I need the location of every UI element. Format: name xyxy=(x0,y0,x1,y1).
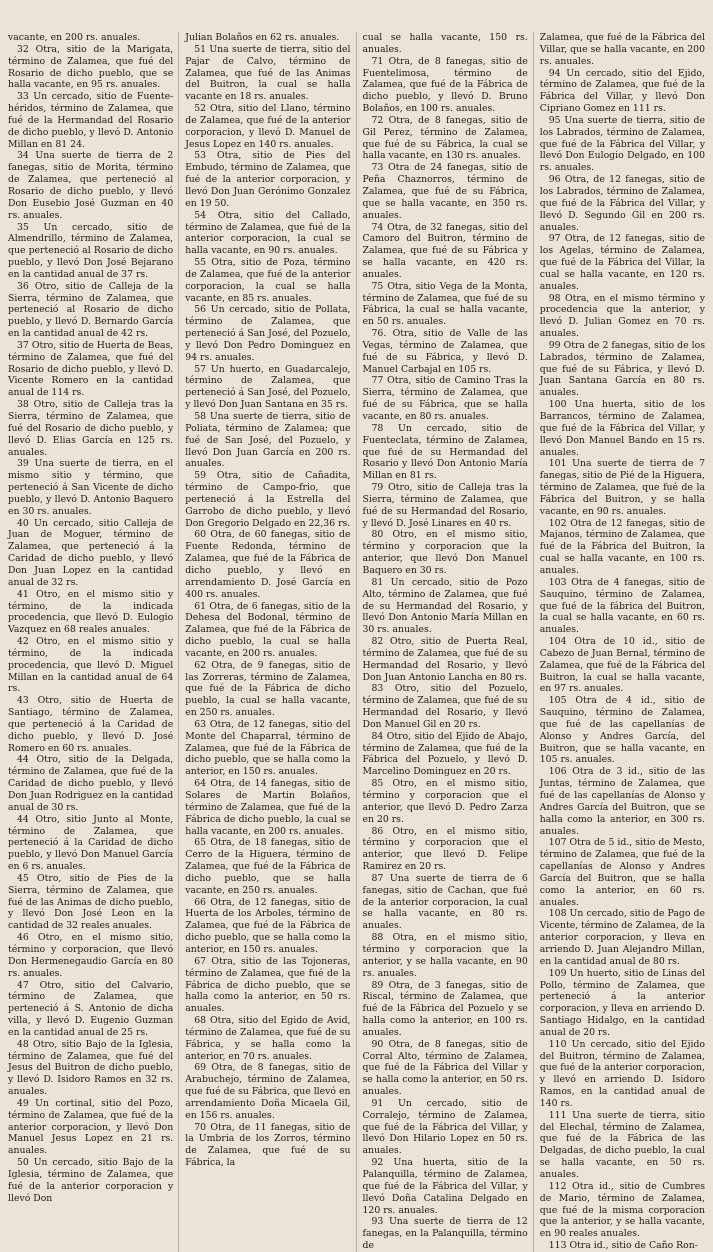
listing-entry: vacante, en 200 rs. anuales. xyxy=(8,32,141,43)
listing-entry: 55 Otra, sitio de Poza, término de Zalamea, que fué de la anterior corporacion, la cual se halla vacante, en 85 rs. anuales. xyxy=(185,257,351,304)
listing-entry: 39 Una suerte de tierra, en el mismo sitio y término, que perteneció á San Vicente de dicho pueblo, y llevó D. Antonio Baquero en 30 rs. anuales. xyxy=(8,458,174,517)
text-column-4 xyxy=(540,32,705,1252)
listing-entry: 105 Otra de 4 id., sitio de Sauquino, término de Zalamea, que fué de las capellanías de Alonso y Andres García, del Buitron, que se halla vacante, en 105 rs. anuales. xyxy=(539,695,705,766)
listing-entry: 88 Otra, en el mismo sitio, término y corporacion que la anterior, y se halla vacante, en 90 rs. anuales. xyxy=(362,932,528,979)
listing-entry: 72 Otra, de 8 fanegas, sitio de Gil Perez, término de Zalamea, que fué de su Fábrica, la cual se halla vacante, en 130 rs. anuales. xyxy=(362,114,528,162)
listing-entry: 59 Otra, sitio de Cañadita, término de Campo-frio, que perteneció á la Estrella del Garrobo de dicho pueblo, y llevó Don Gregorio Delgado en 22,36 rs. xyxy=(185,470,351,529)
listing-entry: 65 Otra, de 18 fanegas, sitio de Cerro de la Higuera, término de Zalamea, que fué de la Fábrica de dicho pueblo, que se halla vacante, en 250 rs. anuales. xyxy=(185,837,351,896)
listing-entry: 73 Otra de 24 fanegas, sitio de Peña Chaznorros, término de Zalamea, que fué de su Fábrica, que se halla vacante, en 350 rs. anuales. xyxy=(362,162,528,221)
listing-entry: 45 Otro, sitio de Pies de la Sierra, término de Zalamea, que fué de las Animas de dicho pueblo, y llevó Don José Leon en la cantidad de 32 reales anuales. xyxy=(8,872,174,932)
listing-entry: 81 Un cercado, sitio de Pozo Alto, término de Zalamea, que fué de su Hermandad del Rosario, y llevó Don Antonio María Millan en 30 rs. anuales. xyxy=(362,576,528,636)
text-column-2 xyxy=(185,32,350,1252)
listing-entry: 47 Otro, sitio del Calvario, término de Zalamea, que perteneció á S. Antonio de dicha villa, y llevó D. Eugenio Guzman en la cantidad anual de 25 rs. xyxy=(8,979,174,1038)
listing-entry: 80 Otro, en el mismo sitio, término y corporacion que la anterior, que llevó Don Manuel Baquero en 30 rs. xyxy=(362,529,528,576)
listing-entry: 61 Otra, de 6 fanegas, sitio de la Dehesa del Bodonal, término de Zalamea, que fué de la Fábrica de dicho pueblo, la cual se halla vacante, en 200 rs. anuales. xyxy=(185,600,351,659)
listing-entry: 42 Otro, en el mismo sitio y término, de la indicada procedencia, que llevó D. Miguel Millan en la cantidad anual de 64 rs. xyxy=(8,636,174,695)
text-column-1 xyxy=(8,32,173,1252)
listing-entry: 106 Otra de 3 id., sitio de las Juntas, término de Zalamea, que fué de las capellanías de Alonso y Andres García del Buitron, que se halla como la anterior, en 300 rs. anuales. xyxy=(539,766,705,837)
listing-entry: 108 Un cercado, sitio de Pago de Vicente, término de Zalamea, de la anterior corporacion, y lleva en arriendo D. Juan Alejandro Millan, en la cantidad anual de 80 rs. xyxy=(539,908,705,967)
listing-entry: 92 Una huerta, sitio de la Palanquilla, término de Zalamea, que fué de la Fábrica del Villar, y llevó Doña Catalina Delgado en 120 rs. anuales. xyxy=(362,1157,528,1216)
listing-entry: 33 Un cercado, sitio de Fuente-héridos, término de Zalamea, que fué de la Hermandad del Rosario de dicho pueblo, y llevó D. Antonio Millan en 81 24. xyxy=(8,91,174,150)
listing-entry: 57 Un huerto, en Guadarcalejo, término de Zalamea, que perteneció á San José, del Pozuelo, y llevó Don Juan Santana en 35 rs. xyxy=(185,363,351,411)
listing-entry: 75 Otra, sitio Vega de la Monta, término de Zalamea, que fué de su Fábrica, la cual se halla vacante, en 50 rs. anuales. xyxy=(362,280,528,328)
listing-entry: 96 Otra, de 12 fanegas, sitio de los Labrados, término de Zalamea, que fué de la Fábrica del Villar, y llevó D. Segundo Gil en 200 rs. anuales. xyxy=(539,174,705,233)
listing-entry: 43 Otro, sitio de Huerta de Santiago, término de Zalamea, que perteneció á la Caridad de dicho pueblo, y llevó D. José Romero en 60 rs. anuales. xyxy=(8,695,174,754)
listing-entry: 78 Un cercado, sitio de Fuenteclata, término de Zalamea, que fué de su Hermandad del Rosario y llevó Don Antonio María Millan en 81 rs. xyxy=(362,422,528,482)
listing-entry: 83 Otro, sitio del Pozuelo, término de Zalamea, que fué de su Hermandad del Rosario, y llevó Don Manuel Gil en 20 rs. xyxy=(362,683,528,730)
listing-entry: 54 Otra, sitio del Callado, término de Zalamea, que fué de la anterior corporacion, la cual se halla vacante, en 90 rs. anuales. xyxy=(185,209,351,257)
listing-entry: 44 Otro, sitio de la Delgada, término de Zalamea, que fué de la Caridad de dicho pueblo, y llevó Don Juan Rodriguez en la cantidad anual de 30 rs. xyxy=(8,754,174,813)
listing-entry: cual se halla vacante, 150 rs. anuales. xyxy=(362,32,528,55)
listing-entry: 100 Una huerta, sitio de los Barrancos, término de Zalamea, que fué de la Fábrica del Villar, y llevó Don Manuel Bando en 15 rs. anuales. xyxy=(539,399,705,458)
listing-entry: 62 Otra, de 9 fanegas, sitio de las Zorreras, término de Zalamea, que fué de la Fábrica de dicho pueblo, la cual se halla vacante, en 250 rs. anuales. xyxy=(185,659,351,719)
listing-entry: 95 Una suerte de tierra, sitio de los Labrados, término de Zalamea, que fué de la Fábrica del Villar, y llevó Don Eulogio Delgado, en 100 rs. anuales. xyxy=(539,114,705,174)
listing-entry: 52 Otra, sitio del Llano, término de Zalamea, que fué de la anterior corporacion, y llevó D. Manuel de Jesus Lopez en 140 rs. anuales. xyxy=(185,103,351,150)
listing-entry: 34 Una suerte de tierra de 2 fanegas, sitio de Morita, término de Zalamea, que perteneció al Rosario de dicho pueblo, y llevó Don Eusebio José Guzman en 40 rs. anuales. xyxy=(8,150,174,221)
listing-entry: 53 Otra, sitio de Pies del Embudo, término de Zalamea, que fué de la anterior corporacion, y llevó Don Juan Gerónimo Gonzalez en 19 50. xyxy=(185,150,351,209)
listing-entry: 40 Un cercado, sitio Calleja de Juan de Moguer, término de Zalamea, que perteneció á la Caridad de dicho pueblo, y llevó Don Juan Lopez en la cantidad anual de 32 rs. xyxy=(8,517,174,588)
listing-entry: 66 Otra, de 12 fanegas, sitio de Huerta de los Arboles, término de Zalamea, que fué de la Fábrica de dicho pueblo, que se halla como la anterior, en 150 rs. anuales. xyxy=(185,896,351,955)
listing-entry: 32 Otra, sitio de la Marigata, término de Zalamea, que fué del Rosario de dicho pueblo, que se halla vacante, en 95 rs. anuales. xyxy=(8,43,174,91)
listing-entry: 35 Un cercado, sitio de Almendrillo, término de Zalamea, que perteneció al Rosario de dicho pueblo, y llevó Don José Bejarano en la cantidad anual de 37 rs. xyxy=(8,221,174,280)
listing-entry: 82 Otro, sitio de Puerta Real, término de Zalamea, que fué de su Hermandad del Rosario, y llevó Don Juan Antonio Lancha en 80 rs. xyxy=(362,636,528,683)
listing-entry: 74 Otra, de 32 fanegas, sitio del Camoro del Buitron, término de Zalamea, que fué de su Fábrica y se halla vacante, en 420 rs. anuales. xyxy=(362,221,528,280)
listing-entry: 71 Otra, de 8 fanegas, sitio de Fuentelimosa, término de Zalamea, que fué de la Fábrica de dicho pueblo, y llevó D. Bruno Bolaños, en 100 rs. anuales. xyxy=(362,55,528,115)
listing-entry: 58 Una suerte de tierra, sitio de Poliata, término de Zalamea; que fué de San José, del Pozuelo, y llevó Don Juan García en 200 rs. anuales. xyxy=(185,411,351,470)
listing-entry: 86 Otro, en el mismo sitio, término y corporacion que el anterior, que llevó D. Felipe Ramirez en 20 rs. xyxy=(362,825,528,873)
listing-entry: 77 Otra, sitio de Camino Tras la Sierra, término de Zalamea, que fué de su Fábrica, que se halla vacante, en 80 rs. anuales. xyxy=(362,375,528,422)
listing-entry: 50 Un cercado, sitio Bajo de la Iglesia, término de Zalamea, que fué de la anterior corporacion y llevó Don xyxy=(8,1157,174,1204)
listing-entry: 101 Una suerte de tierra de 7 fanegas, sitio de Pié de la Higuera, término de Zalamea, que fué de la Fábrica del Buitron, y se halla vacante, en 90 rs. anuales. xyxy=(539,458,705,517)
listing-entry: Zalamea, que fué de la Fábrica del Villar, que se halla vacante, en 200 rs. anuales. xyxy=(539,32,705,67)
listing-entry: 89 Otra, de 3 fanegas, sitio de Riscal, término de Zalamea, que fué de la Fábrica del Pozuelo y se halla como la anterior, en 100 rs. anuales. xyxy=(362,979,528,1038)
listing-entry: 109 Un huerto, sitio de Linas del Pollo, término de Zalamea, que perteneció á la anterior corporacion, y lleva en arriendo D. Santiago Hidalgo, en la cantidad anual de 20 rs. xyxy=(539,967,705,1038)
listing-entry: 94 Un cercado, sitio del Ejido, término de Zalamea, que fué de la Fábrica del Villar, y llevó Don Cipriano Gomez en 111 rs. xyxy=(539,67,705,115)
listing-entry: 102 Otra de 12 fanegas, sitio de Majanos, término de Zalamea, que fué de la Fábrica del Buitron, la cual se halla vacante, en 100 rs. anuales. xyxy=(539,517,705,576)
listing-entry: 64 Otra, de 14 fanegas, sitio de Solares de Martin Bolaños, término de Zalamea, que fué de la Fábrica de dicho pueblo, la cual se halla vacante, en 200 rs. anuales. xyxy=(185,778,351,837)
listing-entry: 60 Otra, de 60 fanegas, sitio de Fuente Redonda, término de Zalamea, que fué de la Fábrica de dicho pueblo, y llevó en arrendamiento D. José García en 400 rs. anuales. xyxy=(185,529,351,600)
listing-entry: 91 Un cercado, sitio de Corralejo, término de Zalamea, que fué de la Fábrica del Villar, y llevó Don Hilario Lopez en 50 rs. anuales. xyxy=(362,1097,528,1157)
listing-entry: 107 Otra de 5 id., sitio de Mesto, término de Zalamea, que fué de la capellanías de Alonso y Andres García del Buitron, que se halla como la anterior, en 60 rs. anuales. xyxy=(539,837,705,908)
listing-entry: 93 Una suerte de tierra de 12 fanegas, en la Palanquilla, término de xyxy=(362,1216,528,1252)
listing-entry: 63 Otra, de 12 fanegas, sitio del Monte del Chaparral, término de Zalamea, que fué de la Fábrica de dicho pueblo, que se halla como la anterior, en 150 rs. anuales. xyxy=(185,718,351,778)
listing-entry: 76. Otra, sitio de Valle de las Vegas, término de Zalamea, que fué de su Fábrica, y llevó D. Manuel Carbajal en 105 rs. xyxy=(362,328,528,375)
listing-entry: 104 Otra de 10 id., sitio de Cabezo de Juan Bernal, término de Zalamea, que fué de la Fábrica del Buitron, la cual se halla vacante, en 97 rs. anuales. xyxy=(539,636,705,695)
listing-entry: 38 Otro, sitio de Calleja tras la Sierra, término de Zalamea, que fué del Rosario de dicho pueblo, y llevó D. Elias García en 125 rs. anuales. xyxy=(8,399,174,458)
listing-entry: Julian Bolaños en 62 rs. anuales. xyxy=(185,32,340,43)
listing-entry: 70 Otra, de 11 fanegas, sitio de la Umbria de los Zorros, término de Zalamea, que fué de su Fábrica, la xyxy=(185,1121,351,1169)
listing-entry: 69 Otra, de 8 fanegas, sitio de Arabuchejo, término de Zalamea, que fué de su Fábrica, que llevó en arrendamiento Doña Micaela Gil, en 156 rs. anuales. xyxy=(185,1062,351,1121)
listing-entry: 110 Un cercado, sitio del Ejido del Buitron, término de Zalamea, que fué de la anterior corporacion, y llevó en arriendo D. Isidoro Ramos, en la cantidad anual de 140 rs. xyxy=(539,1038,705,1109)
listing-entry: 44 Otro, sitio Junto al Monte, término de Zalamea, que perteneció á la Caridad de dicho pueblo, y llevó Don Manuel García en 6 rs. anuales. xyxy=(8,813,174,873)
listing-entry: 49 Un cortinal, sitio del Pozo, término de Zalamea, que fué de la anterior corporacion, y llevó Don Manuel Jesus Lopez en 21 rs. anuales. xyxy=(8,1097,174,1157)
listing-entry: 90 Otra, de 8 fanegas, sitio de Corral Alto, término de Zalamea, que fué de la Fábrica del Villar y se halla como la anterior, en 50 rs. anuales. xyxy=(362,1038,528,1098)
listing-entry: 99 Otra de 2 fanegas, sitio de los Labrados, término de Zalamea, que fué de su Fábrica, y llevó D. Juan Santana García en 80 rs. anuales. xyxy=(539,339,705,399)
listing-entry: 79 Otro, sitio de Calleja tras la Sierra, término de Zalamea, que fué de su Hermandad del Rosario, y llevó D. José Linares en 40 rs. xyxy=(362,482,528,529)
listing-entry: 68 Otra, sitio del Egido de Avid, término de Zalamea, que fué de su Fábrica, y se halla como la anterior, en 70 rs. anuales. xyxy=(185,1015,351,1062)
listing-entry: 56 Un cercado, sitio de Pollata, término de Zalamea, que perteneció á San José, del Pozuelo, y llevó Don Pedro Dominguez en 94 rs. anuales. xyxy=(185,304,351,363)
listing-entry: 87 Una suerte de tierra de 6 fanegas, sitio de Cachan, que fué de la anterior corporacion, la cual se halla vacante, en 80 rs. anuales. xyxy=(362,872,528,932)
listing-entry: 97 Otra, de 12 fanegas, sitio de los Agelas, término de Zalamea, que fué de la Fábrica del Villar, la cual se halla vacante, en 120 rs. anuales. xyxy=(539,233,705,292)
listing-entry: 41 Otro, en el mismo sitio y término, de la indicada procedencia, que llevó D. Eulogio Vazquez en 68 reales anuales. xyxy=(8,588,174,636)
listing-entry: 51 Una suerte de tierra, sitio del Pajar de Calvo, término de Zalamea, que fué de las Animas del Buitron, la cual se halla vacante en 18 rs. anuales. xyxy=(185,43,351,103)
listing-entry: 46 Otro, en el mismo sitio, término y corporacion, que llevó Don Hermenegaudio García en 80 rs. anuales. xyxy=(8,932,174,979)
listing-entry: 103 Otra de 4 fanegas, sitio de Sauquino, término de Zalamea, que fué de la fábrica del Buitron, la cual se halla vacante, en 60 rs. anuales. xyxy=(539,576,705,636)
listing-entry: 85 Otro, en el mismo sitio, término y corporacion que el anterior, que llevó D. Pedro Zarza en 20 rs. xyxy=(362,778,528,825)
listing-entry: 36 Otro, sitio de Calleja de la Sierra, término de Zalamea, que perteneció al Rosario de dicho pueblo, y llevó D. Bernardo García en la cantidad anual de 42 rs. xyxy=(8,280,174,340)
listing-entry: 84 Otro, sitio del Ejido de Abajo, término de Zalamea, que fué de la Fábrica del Pozuelo, y llevó D. Marcelino Dominguez en 20 rs. xyxy=(362,730,528,778)
text-column-3 xyxy=(363,32,528,1252)
listing-entry: 98 Otra, en el mismo término y procedencia que la anterior, y llevó D. Julian Gomez en 70 rs. anuales. xyxy=(539,292,705,340)
listing-entry: 112 Otra id., sitio de Cumbres de Mario, término de Zalamea, que fué de la misma corporacion que la anterior, y se halla vacante, en 90 reales anuales. xyxy=(539,1180,705,1240)
listing-entry: 67 Otra, sitio de las Tojoneras, término de Zalamea, que fué de la Fábrica de dicho pueblo, que se halla como la anterior, en 50 rs. anuales. xyxy=(185,955,351,1015)
listing-entry: 37 Otro, sitio de Huerta de Beas, término de Zalamea, que fué del Rosario de dicho pueblo, y llevó D. Vicente Romero en la cantidad anual de 114 rs. xyxy=(8,339,174,399)
listing-entry: 111 Una suerte de tierra, sitio del Elechal, término de Zalamea, que fué de la Fábrica de las Delgadas, de dicho pueblo, la cual se halla vacante, en 50 rs. anuales. xyxy=(539,1109,705,1180)
listing-entry: 48 Otro, sitio Bajo de la Iglesia, término de Zalamea, que fué del Jesus del Buitron de dicho pueblo, y llevó D. Isidoro Ramos en 32 rs. anuales. xyxy=(8,1038,174,1098)
listing-entry: 113 Otra id., sitio de Caño Ron- xyxy=(548,1240,698,1252)
